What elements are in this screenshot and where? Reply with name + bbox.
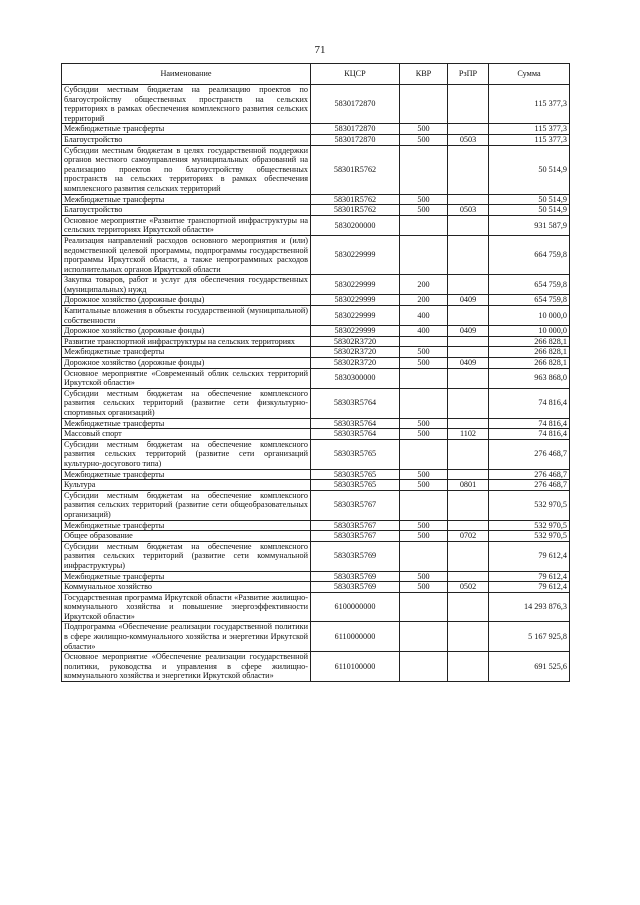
cell-sum: 74 816,4 [489, 418, 570, 429]
cell-kvr: 200 [400, 295, 448, 306]
cell-kcsr: 58302R3720 [311, 336, 400, 347]
cell-kcsr: 58303R5765 [311, 480, 400, 491]
cell-name: Межбюджетные трансферты [62, 418, 311, 429]
cell-kvr [400, 215, 448, 235]
cell-rzpr [448, 194, 489, 205]
header-kcsr: КЦСР [311, 64, 400, 85]
table-row [62, 205, 570, 216]
cell-name: Основное мероприятие «Современный облик сельских территорий Иркутской области» [62, 368, 311, 388]
table-row [62, 194, 570, 205]
cell-kcsr: 5830300000 [311, 368, 400, 388]
cell-kcsr: 58303R5764 [311, 418, 400, 429]
cell-sum: 5 167 925,8 [489, 622, 570, 652]
cell-rzpr [448, 336, 489, 347]
cell-sum: 74 816,4 [489, 429, 570, 440]
cell-kcsr: 5830229999 [311, 235, 400, 274]
cell-sum: 276 468,7 [489, 469, 570, 480]
cell-rzpr: 0503 [448, 205, 489, 216]
table-row [62, 429, 570, 440]
cell-kcsr: 58303R5764 [311, 388, 400, 418]
cell-sum: 74 816,4 [489, 388, 570, 418]
cell-kvr: 200 [400, 275, 448, 295]
cell-sum: 50 514,9 [489, 194, 570, 205]
cell-sum: 931 587,9 [489, 215, 570, 235]
cell-kvr: 400 [400, 306, 448, 326]
cell-kcsr: 58303R5767 [311, 531, 400, 542]
cell-name: Субсидии местным бюджетам на обеспечение комплексного развития сельских территорий (развитие сети общеобразовательных организаций) [62, 490, 311, 520]
cell-name: Дорожное хозяйство (дорожные фонды) [62, 326, 311, 337]
cell-kvr [400, 368, 448, 388]
cell-kvr: 500 [400, 480, 448, 491]
cell-sum: 691 525,6 [489, 652, 570, 682]
cell-sum: 532 970,5 [489, 520, 570, 531]
cell-kcsr: 58302R3720 [311, 347, 400, 358]
cell-rzpr [448, 592, 489, 622]
table-row [62, 571, 570, 582]
cell-sum: 266 828,1 [489, 336, 570, 347]
cell-kvr [400, 388, 448, 418]
cell-sum: 79 612,4 [489, 582, 570, 593]
cell-name: Благоустройство [62, 134, 311, 145]
cell-name: Межбюджетные трансферты [62, 469, 311, 480]
cell-rzpr [448, 235, 489, 274]
cell-kvr: 500 [400, 582, 448, 593]
cell-kcsr: 58303R5765 [311, 469, 400, 480]
cell-name: Субсидии местным бюджетам в целях государственной поддержки органов местного самоуправления муниципальных образований на реализацию проектов по благоустройству общественных пространств на сельских территориях в рамках обеспечения комплексного развития сельских территорий [62, 145, 311, 194]
table-row [62, 592, 570, 622]
cell-kcsr: 6110000000 [311, 622, 400, 652]
cell-kcsr: 58303R5767 [311, 520, 400, 531]
cell-name: Подпрограмма «Обеспечение реализации государственной политики в сфере жилищно-коммунального хозяйства и энергетики Иркутской области» [62, 622, 311, 652]
cell-name: Культура [62, 480, 311, 491]
cell-kcsr: 58301R5762 [311, 145, 400, 194]
cell-kcsr: 58303R5769 [311, 541, 400, 571]
table-row [62, 134, 570, 145]
cell-name: Основное мероприятие «Развитие транспортной инфраструктуры на сельских территориях Иркутской области» [62, 215, 311, 235]
cell-sum: 79 612,4 [489, 571, 570, 582]
cell-kvr [400, 622, 448, 652]
cell-name: Коммунальное хозяйство [62, 582, 311, 593]
cell-rzpr [448, 306, 489, 326]
cell-rzpr [448, 571, 489, 582]
cell-sum: 50 514,9 [489, 205, 570, 216]
cell-name: Государственная программа Иркутской области «Развитие жилищно-коммунального хозяйства и повышение энергоэффективности Иркутской области» [62, 592, 311, 622]
cell-name: Массовый спорт [62, 429, 311, 440]
cell-kvr: 400 [400, 326, 448, 337]
cell-sum: 115 377,3 [489, 85, 570, 124]
cell-rzpr [448, 520, 489, 531]
cell-kvr: 500 [400, 520, 448, 531]
cell-sum: 276 468,7 [489, 439, 570, 469]
cell-kvr [400, 235, 448, 274]
cell-kvr: 500 [400, 531, 448, 542]
cell-name: Дорожное хозяйство (дорожные фонды) [62, 358, 311, 369]
cell-sum: 115 377,3 [489, 124, 570, 135]
cell-sum: 654 759,8 [489, 295, 570, 306]
cell-kcsr: 58302R3720 [311, 358, 400, 369]
cell-kvr: 500 [400, 205, 448, 216]
cell-name: Основное мероприятие «Обеспечение реализации государственной политики, руководства и управления в сфере жилищно-коммунального хозяйства и энергетики Иркутской области» [62, 652, 311, 682]
cell-kcsr: 6110100000 [311, 652, 400, 682]
cell-rzpr: 0409 [448, 326, 489, 337]
table-row [62, 326, 570, 337]
cell-rzpr: 0502 [448, 582, 489, 593]
cell-kvr: 500 [400, 124, 448, 135]
cell-sum: 10 000,0 [489, 306, 570, 326]
table-row [62, 306, 570, 326]
cell-sum: 276 468,7 [489, 480, 570, 491]
table-row [62, 358, 570, 369]
cell-kvr: 500 [400, 429, 448, 440]
cell-rzpr [448, 215, 489, 235]
table-row [62, 439, 570, 469]
table-row [62, 295, 570, 306]
header-kvr: КВР [400, 64, 448, 85]
table-row [62, 145, 570, 194]
table-row [62, 469, 570, 480]
cell-rzpr [448, 469, 489, 480]
table-row [62, 275, 570, 295]
table-row [62, 531, 570, 542]
cell-kcsr: 58303R5765 [311, 439, 400, 469]
cell-kvr [400, 541, 448, 571]
cell-rzpr [448, 145, 489, 194]
table-row [62, 520, 570, 531]
cell-kvr [400, 652, 448, 682]
cell-kvr [400, 592, 448, 622]
table-row [62, 622, 570, 652]
table-row [62, 85, 570, 124]
cell-kvr: 500 [400, 134, 448, 145]
cell-rzpr: 0409 [448, 295, 489, 306]
cell-sum: 963 868,0 [489, 368, 570, 388]
cell-kcsr: 5830229999 [311, 306, 400, 326]
cell-rzpr [448, 490, 489, 520]
header-sum: Сумма [489, 64, 570, 85]
table-row [62, 418, 570, 429]
cell-sum: 266 828,1 [489, 358, 570, 369]
page-number: 71 [314, 44, 326, 56]
cell-name: Межбюджетные трансферты [62, 124, 311, 135]
cell-kvr [400, 145, 448, 194]
cell-name: Общее образование [62, 531, 311, 542]
cell-kcsr: 6100000000 [311, 592, 400, 622]
cell-sum: 10 000,0 [489, 326, 570, 337]
cell-rzpr [448, 275, 489, 295]
cell-kvr [400, 439, 448, 469]
cell-name: Дорожное хозяйство (дорожные фонды) [62, 295, 311, 306]
cell-name: Межбюджетные трансферты [62, 194, 311, 205]
header-rzpr: РзПР [448, 64, 489, 85]
cell-kcsr: 5830200000 [311, 215, 400, 235]
cell-kvr [400, 336, 448, 347]
table-row [62, 215, 570, 235]
cell-name: Благоустройство [62, 205, 311, 216]
cell-kcsr: 5830229999 [311, 326, 400, 337]
cell-kcsr: 5830172870 [311, 124, 400, 135]
table-row [62, 235, 570, 274]
cell-kcsr: 58301R5762 [311, 205, 400, 216]
table-row [62, 347, 570, 358]
cell-name: Развитие транспортной инфраструктуры на сельских территориях [62, 336, 311, 347]
cell-name: Субсидии местным бюджетам на реализацию проектов по благоустройству общественных пространств на сельских территориях в рамках обеспечения комплексного развития сельских территорий [62, 85, 311, 124]
cell-rzpr [448, 85, 489, 124]
cell-sum: 50 514,9 [489, 145, 570, 194]
cell-kcsr: 5830172870 [311, 85, 400, 124]
cell-sum: 79 612,4 [489, 541, 570, 571]
cell-rzpr [448, 388, 489, 418]
cell-kcsr: 58303R5764 [311, 429, 400, 440]
cell-kvr: 500 [400, 194, 448, 205]
cell-name: Субсидии местным бюджетам на обеспечение комплексного развития сельских территорий (развитие сети организаций культурно-досугового типа) [62, 439, 311, 469]
cell-kvr: 500 [400, 358, 448, 369]
cell-kvr: 500 [400, 418, 448, 429]
cell-kcsr: 58303R5769 [311, 582, 400, 593]
table-row [62, 480, 570, 491]
cell-name: Закупка товаров, работ и услуг для обеспечения государственных (муниципальных) нужд [62, 275, 311, 295]
cell-name: Капитальные вложения в объекты государственной (муниципальной) собственности [62, 306, 311, 326]
cell-kvr [400, 85, 448, 124]
cell-rzpr [448, 652, 489, 682]
cell-kvr: 500 [400, 469, 448, 480]
table-row [62, 368, 570, 388]
table-row [62, 652, 570, 682]
table-row [62, 336, 570, 347]
header-name: Наименование [62, 64, 311, 85]
table-row [62, 490, 570, 520]
cell-name: Межбюджетные трансферты [62, 571, 311, 582]
cell-kcsr: 5830172870 [311, 134, 400, 145]
cell-sum: 115 377,3 [489, 134, 570, 145]
cell-rzpr [448, 418, 489, 429]
cell-rzpr [448, 368, 489, 388]
cell-kcsr: 58303R5767 [311, 490, 400, 520]
cell-kvr [400, 490, 448, 520]
cell-kvr: 500 [400, 347, 448, 358]
cell-rzpr: 0702 [448, 531, 489, 542]
cell-rzpr: 0801 [448, 480, 489, 491]
cell-sum: 654 759,8 [489, 275, 570, 295]
cell-name: Межбюджетные трансферты [62, 347, 311, 358]
table-header-row [62, 64, 570, 85]
cell-rzpr: 0503 [448, 134, 489, 145]
cell-sum: 532 970,5 [489, 531, 570, 542]
cell-kcsr: 5830229999 [311, 275, 400, 295]
cell-name: Субсидии местным бюджетам на обеспечение комплексного развития сельских территорий (развитие сети коммунальной инфраструктуры) [62, 541, 311, 571]
cell-rzpr [448, 124, 489, 135]
cell-rzpr: 0409 [448, 358, 489, 369]
cell-name: Реализация направлений расходов основного мероприятия и (или) ведомственной целевой программы, подпрограммы государственной программы Иркутской области, а также непрограммных расходов исполнительных органов Иркутской области [62, 235, 311, 274]
table-row [62, 582, 570, 593]
cell-name: Субсидии местным бюджетам на обеспечение комплексного развития сельских территорий (развитие сети физкультурно-спортивных организаций) [62, 388, 311, 418]
cell-rzpr [448, 439, 489, 469]
table-row [62, 388, 570, 418]
cell-sum: 664 759,8 [489, 235, 570, 274]
cell-sum: 14 293 876,3 [489, 592, 570, 622]
cell-rzpr [448, 541, 489, 571]
cell-rzpr [448, 622, 489, 652]
cell-kcsr: 58303R5769 [311, 571, 400, 582]
cell-rzpr: 1102 [448, 429, 489, 440]
cell-kcsr: 5830229999 [311, 295, 400, 306]
budget-table [61, 63, 570, 682]
cell-sum: 532 970,5 [489, 490, 570, 520]
cell-kcsr: 58301R5762 [311, 194, 400, 205]
cell-sum: 266 828,1 [489, 347, 570, 358]
cell-rzpr [448, 347, 489, 358]
cell-name: Межбюджетные трансферты [62, 520, 311, 531]
table-row [62, 124, 570, 135]
table-row [62, 541, 570, 571]
cell-kvr: 500 [400, 571, 448, 582]
